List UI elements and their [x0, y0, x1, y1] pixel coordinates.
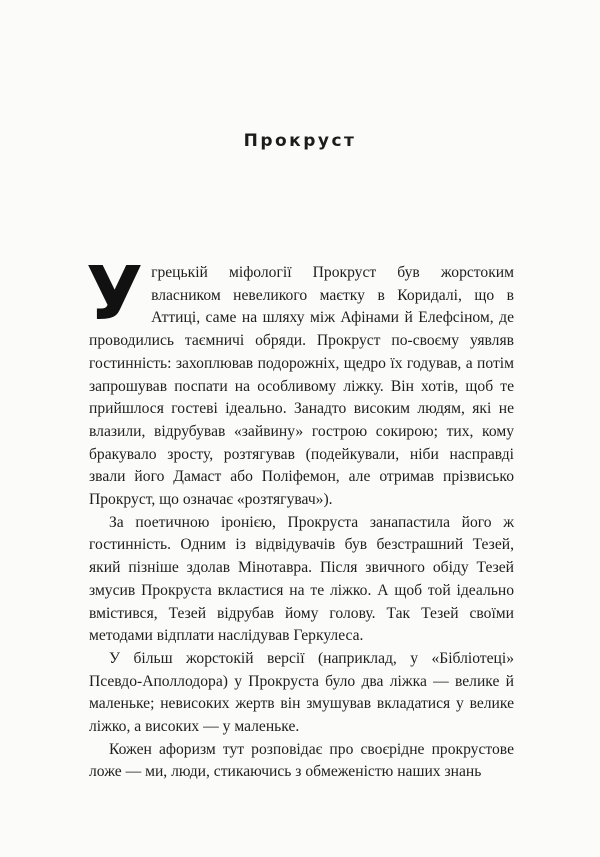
paragraph [86, 251, 514, 512]
paragraph: Кожен афоризм тут розповідає про своєрідне прокрустове ложе — ми, люди, стикаючись з обмеженістю наших знань [89, 740, 514, 781]
body-text [86, 251, 514, 784]
drop-cap: У [86, 251, 144, 337]
paragraph: За поетичною іронією, Прокруста занапастила його ж гостинність. Одним із відвідувачів був безстрашний Тезей, який пізніше здолав Мінотавра. Після звичного обіду Тезей змусив Прокруста вкластися на те ліжко. А щоб той ідеально вмістився, Тезей відрубав йому голову. Так Тезей своїми методами відплати наслідував Геркулеса. [89, 513, 514, 645]
paragraph-text: грецькій міфології Прокруст був жорстоким власником невеликого маєтку в Коридалі, що в Аттиці, саме на шляху між Афінами й Елефсіном, де проводились таємничі обряди. Прокруст по-своєму уявляв гостинність: захоплював подорожніх, щедро їх годував, а потім запрошував поспати на особливому ліжку. Він хотів, щоб те прийшлося гостеві ідеально. Занадто високим людям, які не влазили, відрубував «зайвину» гострою сокирою; тих, кому бракувало зросту, розтягував (подейкували, ніби насправді звали його Дамаст або Поліфемон, але отримав прізвисько Прокруст, що означає «розтягувач»). [89, 264, 514, 509]
paragraph: У більш жорстокій версії (наприклад, у «Бібліотеці» Псевдо-Аполлодора) у Прокруста було два ліжка — велике й маленьке; невисоких жертв він змушував вкладатися у велике ліжко, а високих — у маленьке. [89, 649, 514, 736]
chapter-title: Прокруст [243, 131, 357, 152]
